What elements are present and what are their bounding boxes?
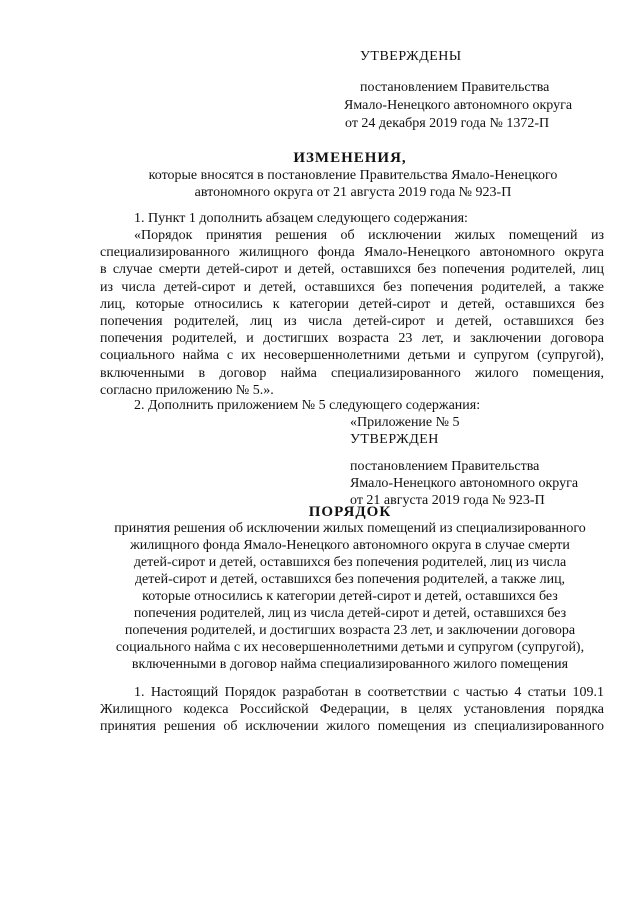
- item1-text: [100, 227, 604, 399]
- order-subtitle-line: попечения родителей, лиц из числа детей-сирот и детей, оставшихся без: [133, 606, 567, 621]
- text-line: согласно приложению № 5.».: [100, 382, 274, 398]
- text-line: «Порядок принятия решения об исключении жилых помещений из: [134, 228, 604, 243]
- item2-intro: 2. Дополнить приложением № 5 следующего содержания:: [134, 398, 481, 413]
- text-line: включенными в договор найма специализированного жилого помещения,: [100, 365, 604, 381]
- appendix-heading: УТВЕРЖДЕН: [350, 432, 439, 447]
- approval-line: постановлением Правительства: [360, 80, 550, 95]
- changes-title: ИЗМЕНЕНИЯ,: [293, 150, 407, 166]
- appendix-line: постановлением Правительства: [350, 459, 540, 474]
- approval-line: от 24 декабря 2019 года № 1372-П: [345, 116, 550, 131]
- order-subtitle-line: жилищного фонда Ямало-Ненецкого автономного округа в случае смерти: [130, 538, 570, 553]
- text-line: специализированного жилищного фонда Ямало-Ненецкого автономного округа: [100, 245, 604, 261]
- text-line: лиц, которые относились к категории детей-сирот и детей, оставшихся без: [100, 296, 604, 312]
- order-subtitle-line: включенными в договор найма специализированного жилого помещения: [131, 657, 569, 672]
- text-line: Жилищного кодекса Российской Федерации, в целях установления порядка: [100, 702, 604, 718]
- text-line: в случае смерти детей-сирот и детей, оставшихся без попечения родителей, лиц: [100, 262, 604, 278]
- order-title: ПОРЯДОК: [308, 504, 392, 520]
- order-subtitle-line: принятия решения об исключении жилых помещений из специализированного: [114, 521, 586, 536]
- text-line: принятия решения об исключении жилого помещения из специализированного: [100, 719, 604, 735]
- order-subtitle-line: которые относились к категории детей-сирот и детей, оставшихся без: [142, 589, 558, 604]
- approval-heading: УТВЕРЖДЕНЫ: [360, 49, 462, 64]
- text-line: социального найма с их несовершеннолетними детьми и супругом (супругой),: [100, 348, 604, 364]
- text-line: попечения родителей, лиц из числа детей-сирот и детей, оставшихся без: [100, 313, 604, 329]
- order-subtitle-line: попечения родителей, и достигших возраста 23 лет, и заключении договора: [124, 623, 576, 638]
- order-subtitle-line: детей-сирот и детей, оставшихся без попечения родителей, лиц из числа: [133, 555, 567, 570]
- appendix-line: от 21 августа 2019 года № 923-П: [350, 493, 545, 508]
- approval-line: Ямало-Ненецкого автономного округа: [344, 98, 573, 113]
- text-line: 1. Настоящий Порядок разработан в соответствии с частью 4 статьи 109.1: [134, 685, 604, 700]
- text-line: из числа детей-сирот и детей, оставшихся без попечения родителей, а также: [100, 279, 604, 295]
- order-paragraph-1: [100, 684, 604, 736]
- changes-subtitle-line: которые вносятся в постановление Правительства Ямало-Ненецкого: [148, 168, 558, 183]
- appendix-line: Ямало-Ненецкого автономного округа: [350, 476, 579, 491]
- text-line: попечения родителей, и достигших возраста 23 лет, и заключении договора: [100, 331, 604, 347]
- order-subtitle-line: социального найма с их несовершеннолетними детьми и супругом (супругой),: [115, 640, 585, 655]
- appendix-label: «Приложение № 5: [350, 415, 460, 430]
- item1-intro: 1. Пункт 1 дополнить абзацем следующего содержания:: [134, 211, 468, 226]
- changes-subtitle-line: автономного округа от 21 августа 2019 года № 923-П: [194, 185, 512, 200]
- order-subtitle-line: детей-сирот и детей, оставшихся без попечения родителей, а также лиц,: [134, 572, 566, 587]
